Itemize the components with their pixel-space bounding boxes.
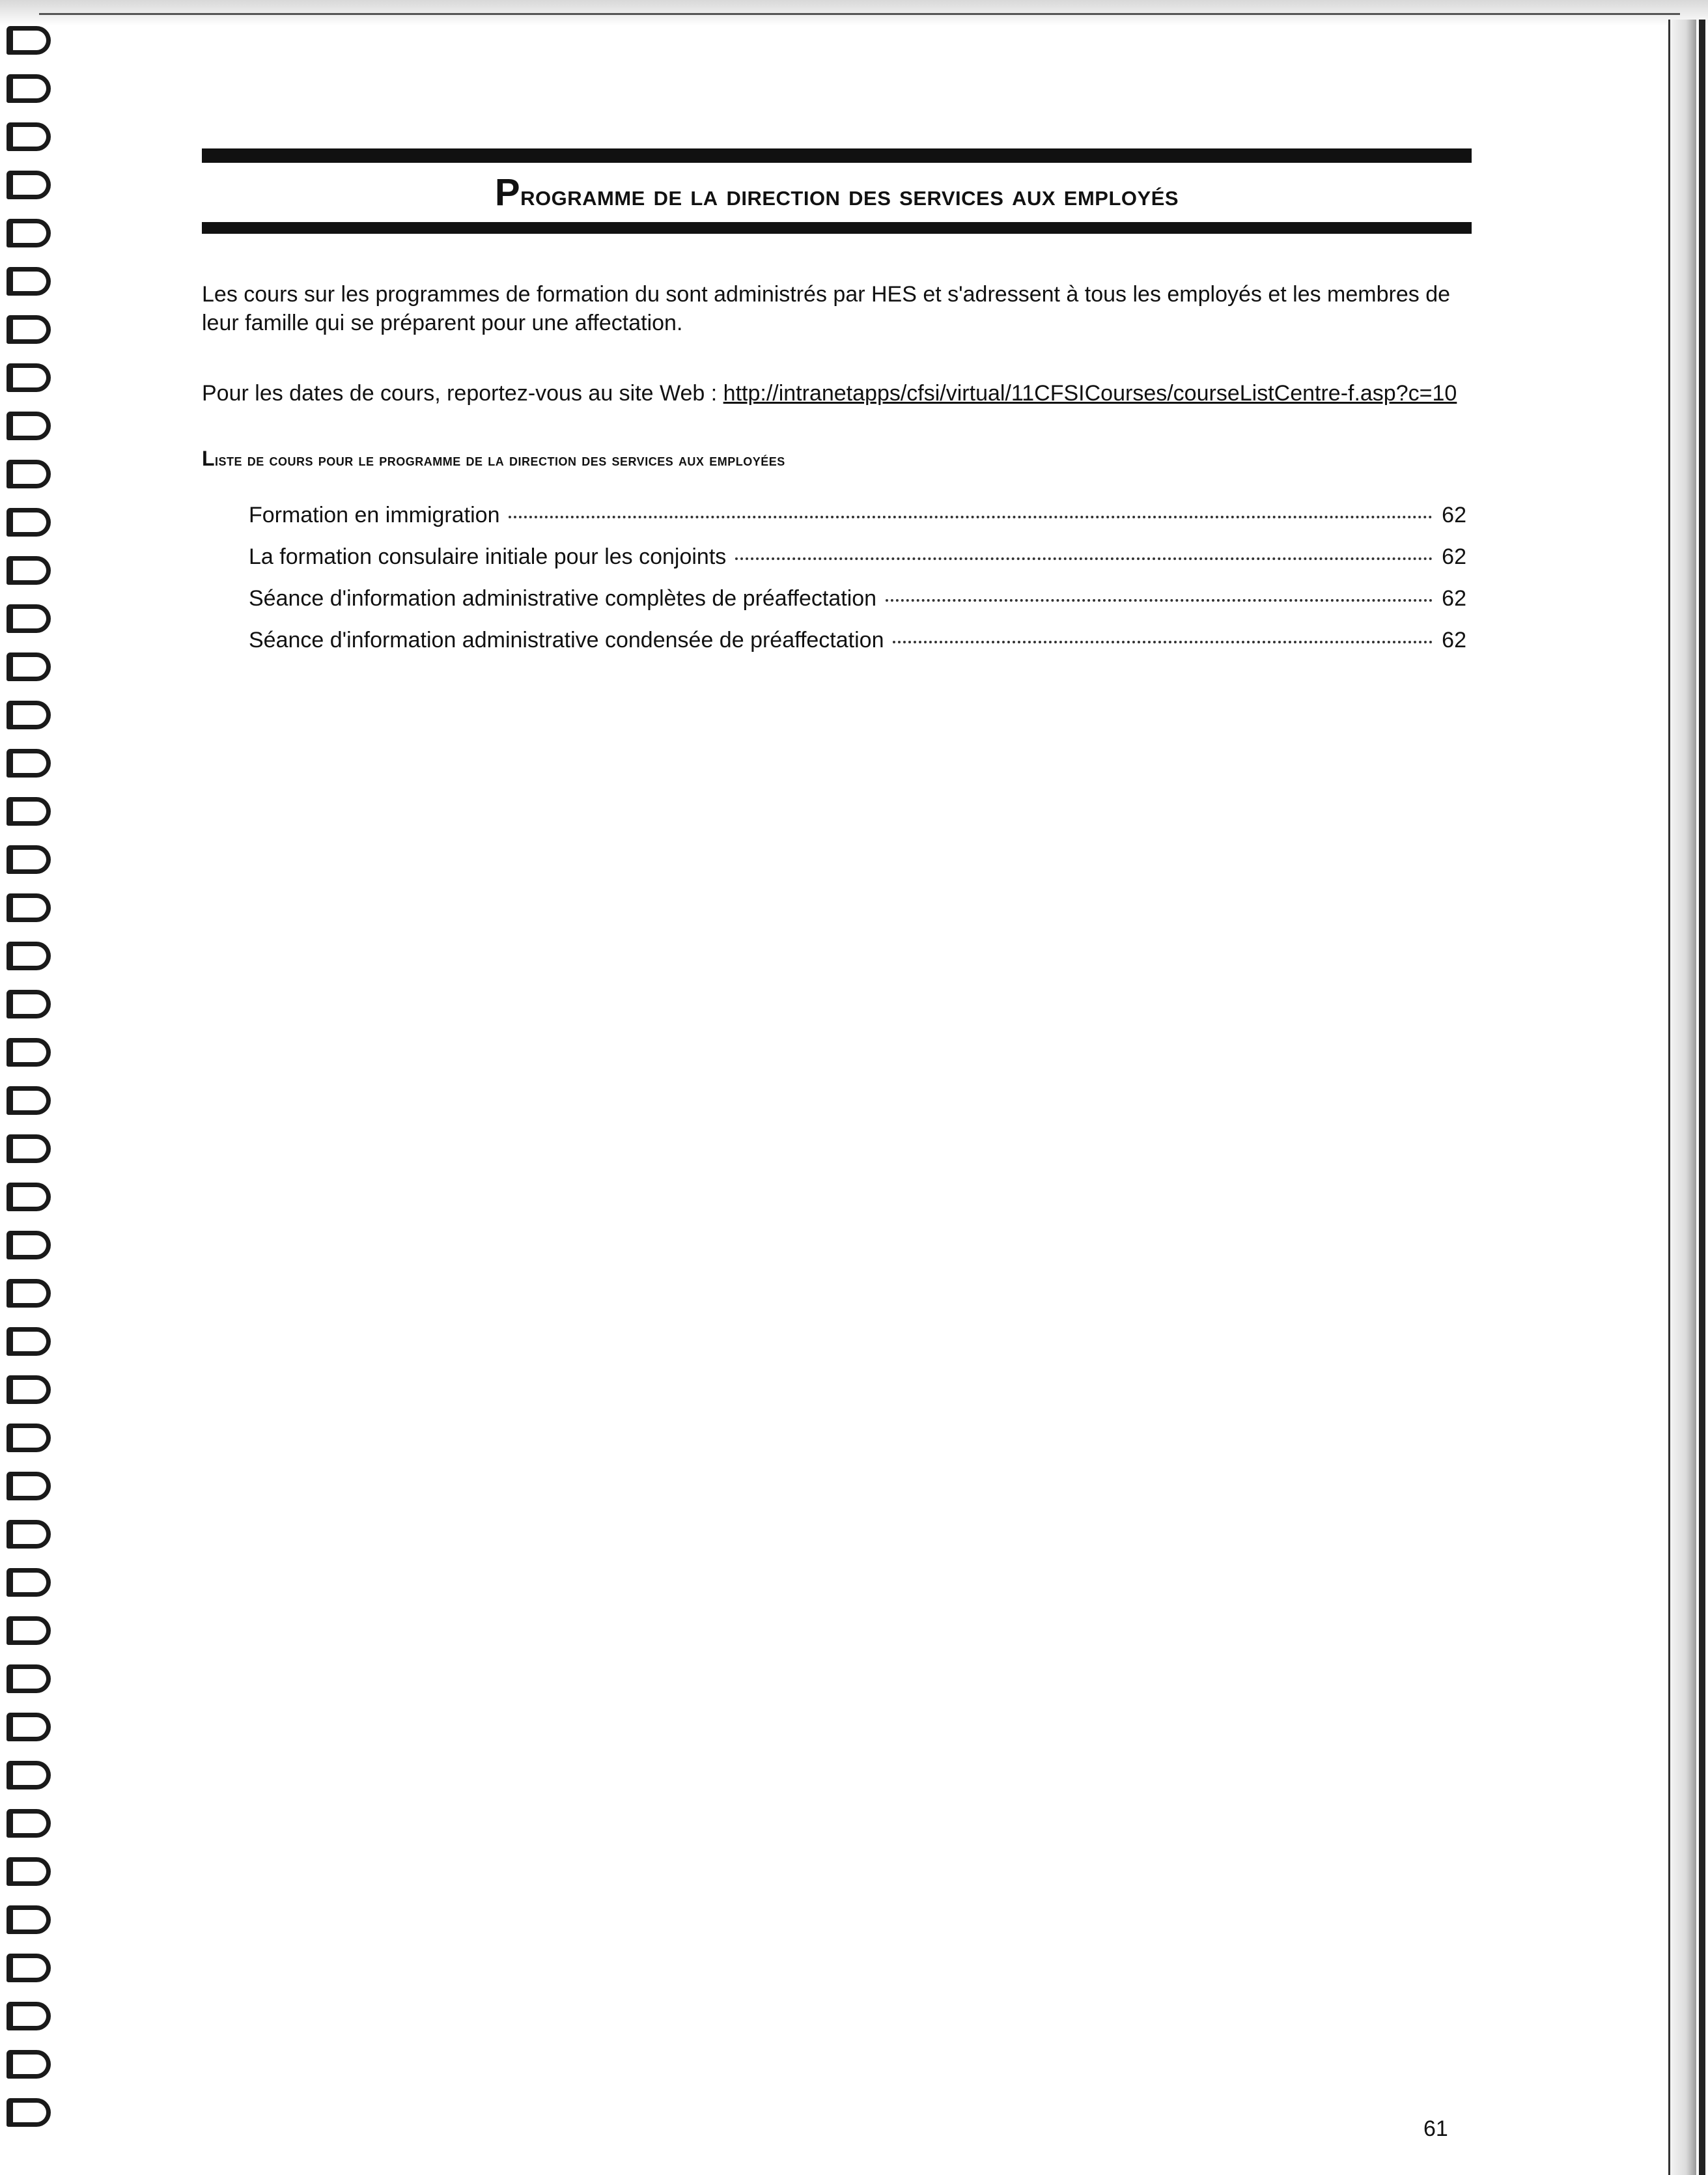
binding-ring — [7, 508, 51, 537]
course-page: 62 — [1442, 628, 1466, 652]
binding-ring — [7, 604, 51, 633]
list-heading-text: Liste de cours pour le programme de la direction des services aux employées — [202, 447, 785, 470]
page-number: 61 — [1423, 2116, 1448, 2141]
binding-ring — [7, 1279, 51, 1308]
binding-ring — [7, 1616, 51, 1645]
list-heading — [202, 447, 785, 471]
binding-ring — [7, 1520, 51, 1549]
course-label: Séance d'information administrative complètes de préaffectation — [249, 586, 877, 611]
binding-ring — [7, 460, 51, 488]
binding-ring — [7, 556, 51, 585]
binding-ring — [7, 1424, 51, 1452]
binding-ring — [7, 1134, 51, 1163]
binding-ring — [7, 1761, 51, 1789]
binding-ring — [7, 1086, 51, 1115]
dot-leader — [735, 557, 1433, 560]
intro-paragraph: Les cours sur les programmes de formation du sont administrés par HES et s'adressent à tous les employés et les membres de leur famille qui se préparent pour une affectation. — [202, 282, 1451, 335]
binding-ring — [7, 219, 51, 247]
spiral-binding — [0, 26, 72, 2168]
binding-ring — [7, 942, 51, 970]
binding-ring — [7, 1327, 51, 1356]
course-page: 62 — [1442, 586, 1466, 611]
binding-ring — [7, 652, 51, 681]
course-label: Séance d'information administrative condensée de préaffectation — [249, 628, 884, 652]
course-list — [249, 503, 1466, 669]
course-label: Formation en immigration — [249, 503, 500, 527]
binding-ring — [7, 893, 51, 922]
binding-ring — [7, 171, 51, 199]
binding-ring — [7, 1038, 51, 1067]
binding-ring — [7, 1809, 51, 1838]
dates-paragraph — [202, 379, 1478, 408]
binding-ring — [7, 363, 51, 392]
binding-ring — [7, 1472, 51, 1500]
course-page: 62 — [1442, 503, 1466, 527]
binding-ring — [7, 1857, 51, 1886]
dot-leader — [893, 641, 1433, 643]
binding-ring — [7, 1183, 51, 1211]
binding-ring — [7, 26, 51, 55]
binding-ring — [7, 122, 51, 151]
course-item[interactable] — [249, 628, 1466, 669]
binding-ring — [7, 1713, 51, 1741]
page-title — [202, 165, 1472, 220]
binding-ring — [7, 412, 51, 440]
binding-ring — [7, 1664, 51, 1693]
binding-ring — [7, 74, 51, 103]
binding-ring — [7, 845, 51, 874]
scan-top-line — [39, 13, 1680, 15]
binding-ring — [7, 1375, 51, 1404]
dot-leader — [886, 599, 1433, 602]
binding-ring — [7, 701, 51, 729]
binding-ring — [7, 1905, 51, 1934]
dates-prefix: Pour les dates de cours, reportez-vous au site Web : — [202, 381, 723, 406]
course-page: 62 — [1442, 544, 1466, 569]
binding-ring — [7, 1231, 51, 1259]
scan-right-bar — [1699, 20, 1705, 2175]
title-rule-bottom — [202, 222, 1472, 234]
course-dates-link[interactable]: http://intranetapps/cfsi/virtual/11CFSICourses/courseListCentre-f.asp?c=10 — [723, 381, 1457, 406]
binding-ring — [7, 2002, 51, 2030]
binding-ring — [7, 797, 51, 826]
page-title-text: Programme de la direction des services aux employés — [494, 171, 1179, 214]
title-rule-top — [202, 148, 1472, 163]
course-item[interactable] — [249, 544, 1466, 586]
course-label: La formation consulaire initiale pour les conjoints — [249, 544, 727, 569]
course-item[interactable] — [249, 586, 1466, 628]
scan-right-edge — [1668, 20, 1696, 2175]
binding-ring — [7, 1568, 51, 1597]
binding-ring — [7, 990, 51, 1018]
course-item[interactable] — [249, 503, 1466, 544]
binding-ring — [7, 749, 51, 778]
binding-ring — [7, 267, 51, 296]
binding-ring — [7, 2050, 51, 2079]
dot-leader — [509, 516, 1433, 518]
binding-ring — [7, 315, 51, 344]
binding-ring — [7, 1954, 51, 1982]
binding-ring — [7, 2098, 51, 2127]
